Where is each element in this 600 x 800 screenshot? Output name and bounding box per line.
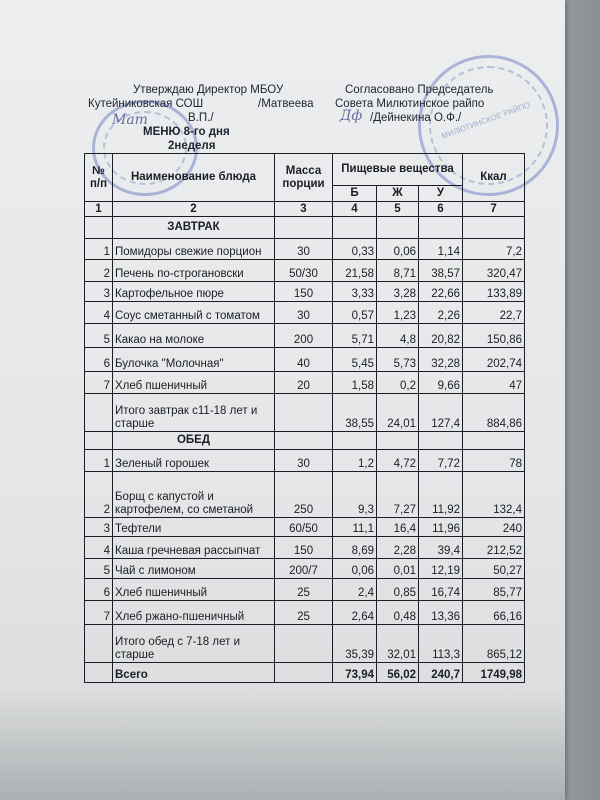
col-header-u: У [419, 186, 463, 202]
kcal-value: 133,89 [463, 282, 525, 302]
dish-name: Какао на молоке [113, 324, 275, 348]
kcal-value: 85,77 [463, 579, 525, 601]
colnum-6: 6 [419, 202, 463, 217]
carbs-value: 20,82 [419, 324, 463, 348]
total-empty [275, 625, 333, 663]
table-row [85, 302, 525, 324]
protein-value: 2,4 [333, 579, 377, 601]
colnum-2: 2 [113, 202, 275, 217]
approve-initials: В.П./ [188, 112, 214, 124]
col-header-kcal: Ккал [463, 154, 525, 202]
dish-mass: 200/7 [275, 559, 333, 579]
approve-line1: Утверждаю Директор МБОУ [133, 84, 284, 96]
section-total-row [85, 394, 525, 432]
kcal-value: 47 [463, 372, 525, 394]
dish-name: Хлеб пшеничный [113, 579, 275, 601]
dish-name: Борщ с капустой и картофелем, со сметаной [113, 472, 275, 518]
dish-mass: 30 [275, 239, 333, 260]
colnum-5: 5 [377, 202, 419, 217]
agree-line2: Совета Милютинское райпо [335, 98, 485, 110]
table-row [85, 518, 525, 537]
protein-value: 9,3 [333, 472, 377, 518]
dish-mass: 20 [275, 372, 333, 394]
fat-value: 3,28 [377, 282, 419, 302]
kcal-value: 50,27 [463, 559, 525, 579]
dish-mass: 60/50 [275, 518, 333, 537]
kcal-value: 78 [463, 450, 525, 472]
grand-total-section [85, 663, 525, 683]
table-row [85, 472, 525, 518]
total-label: Итого завтрак с11-18 лет и старше [113, 394, 275, 432]
stamp-text: МИЛЮТИНСКОЕ РАЙПО [440, 100, 532, 141]
menu-table [84, 153, 525, 683]
table-row [85, 601, 525, 625]
table-row [85, 537, 525, 559]
carbs-value: 11,96 [419, 518, 463, 537]
col-header-num: № п/п [85, 154, 113, 202]
colnum-3: 3 [275, 202, 333, 217]
row-number: 3 [85, 518, 113, 537]
total-protein: 38,55 [333, 394, 377, 432]
fat-value: 7,27 [377, 472, 419, 518]
total-fat: 24,01 [377, 394, 419, 432]
dish-name: Булочка "Молочная" [113, 348, 275, 372]
grand-total-zh: 56,02 [377, 663, 419, 683]
section-title-row [85, 432, 525, 450]
section-title-row [85, 217, 525, 239]
protein-value: 5,71 [333, 324, 377, 348]
table-row [85, 324, 525, 348]
fat-value: 5,73 [377, 348, 419, 372]
protein-value: 1,58 [333, 372, 377, 394]
protein-value: 0,06 [333, 559, 377, 579]
table-row [85, 372, 525, 394]
menu-title: МЕНЮ 8-го дня [143, 126, 230, 138]
row-number: 2 [85, 260, 113, 282]
dish-mass: 25 [275, 601, 333, 625]
table-row [85, 260, 525, 282]
kcal-value: 66,16 [463, 601, 525, 625]
table-row [85, 579, 525, 601]
fat-value: 0,01 [377, 559, 419, 579]
col-header-mass: Масса порции [275, 154, 333, 202]
total-protein: 35,39 [333, 625, 377, 663]
dish-name: Хлеб ржано-пшеничный [113, 601, 275, 625]
row-number: 6 [85, 579, 113, 601]
kcal-value: 132,4 [463, 472, 525, 518]
row-number: 4 [85, 302, 113, 324]
row-number: 7 [85, 372, 113, 394]
colnum-7: 7 [463, 202, 525, 217]
total-empty [85, 394, 113, 432]
dish-mass: 200 [275, 324, 333, 348]
col-header-nutrients: Пищевые вещества [333, 154, 463, 186]
table-row [85, 282, 525, 302]
grand-total-label: Всего [113, 663, 275, 683]
dish-name: Печень по-строгановски [113, 260, 275, 282]
paper-shadow [0, 690, 565, 800]
fat-value: 1,23 [377, 302, 419, 324]
col-header-b: Б [333, 186, 377, 202]
breakfast-title: ЗАВТРАК [113, 217, 275, 239]
dish-mass: 250 [275, 472, 333, 518]
grand-total-kcal: 1749,98 [463, 663, 525, 683]
total-kcal: 884,86 [463, 394, 525, 432]
protein-value: 8,69 [333, 537, 377, 559]
approve-line2: Кутейниковская СОШ [88, 98, 204, 110]
fat-value: 4,8 [377, 324, 419, 348]
lunch-title: ОБЕД [113, 432, 275, 450]
kcal-value: 22,7 [463, 302, 525, 324]
total-carbs: 127,4 [419, 394, 463, 432]
carbs-value: 9,66 [419, 372, 463, 394]
row-number: 3 [85, 282, 113, 302]
dish-mass: 150 [275, 282, 333, 302]
row-number: 6 [85, 348, 113, 372]
grand-total-b: 73,94 [333, 663, 377, 683]
dish-name: Соус сметанный с томатом [113, 302, 275, 324]
column-number-row [85, 202, 525, 217]
row-number: 4 [85, 537, 113, 559]
fat-value: 16,4 [377, 518, 419, 537]
lunch-section [85, 432, 525, 663]
carbs-value: 1,14 [419, 239, 463, 260]
table-row [85, 559, 525, 579]
row-number: 7 [85, 601, 113, 625]
chairman-signature: Дф [340, 108, 363, 124]
colnum-1: 1 [85, 202, 113, 217]
protein-value: 5,45 [333, 348, 377, 372]
dish-name: Тефтели [113, 518, 275, 537]
grand-total-u: 240,7 [419, 663, 463, 683]
dish-name: Картофельное пюре [113, 282, 275, 302]
total-carbs: 113,3 [419, 625, 463, 663]
dish-name: Зеленый горошек [113, 450, 275, 472]
dish-mass: 150 [275, 537, 333, 559]
table-header-row [85, 154, 525, 186]
agree-name: /Дейнекина О.Ф./ [370, 112, 462, 124]
colnum-4: 4 [333, 202, 377, 217]
fat-value: 0,2 [377, 372, 419, 394]
dish-mass: 50/30 [275, 260, 333, 282]
carbs-value: 7,72 [419, 450, 463, 472]
row-number: 1 [85, 239, 113, 260]
row-number: 5 [85, 559, 113, 579]
grand-total-row [85, 663, 525, 683]
protein-value: 2,64 [333, 601, 377, 625]
fat-value: 0,06 [377, 239, 419, 260]
carbs-value: 13,36 [419, 601, 463, 625]
total-kcal: 865,12 [463, 625, 525, 663]
dish-name: Хлеб пшеничный [113, 372, 275, 394]
total-label: Итого обед с 7-18 лет и старше [113, 625, 275, 663]
carbs-value: 12,19 [419, 559, 463, 579]
dish-mass: 25 [275, 579, 333, 601]
dish-mass: 30 [275, 302, 333, 324]
fat-value: 4,72 [377, 450, 419, 472]
dish-name: Помидоры свежие порцион [113, 239, 275, 260]
kcal-value: 150,86 [463, 324, 525, 348]
carbs-value: 38,57 [419, 260, 463, 282]
fat-value: 8,71 [377, 260, 419, 282]
col-header-name: Наименование блюда [113, 154, 275, 202]
protein-value: 21,58 [333, 260, 377, 282]
fat-value: 0,85 [377, 579, 419, 601]
protein-value: 11,1 [333, 518, 377, 537]
kcal-value: 202,74 [463, 348, 525, 372]
carbs-value: 39,4 [419, 537, 463, 559]
fat-value: 2,28 [377, 537, 419, 559]
row-number: 2 [85, 472, 113, 518]
fat-value: 0,48 [377, 601, 419, 625]
director-signature: Мат [112, 112, 148, 128]
breakfast-section [85, 217, 525, 432]
kcal-value: 212,52 [463, 537, 525, 559]
approve-sign: /Матвеева [258, 98, 314, 110]
table-row [85, 239, 525, 260]
dish-mass: 30 [275, 450, 333, 472]
carbs-value: 11,92 [419, 472, 463, 518]
agree-line1: Согласовано Председатель [345, 84, 494, 96]
protein-value: 0,57 [333, 302, 377, 324]
kcal-value: 7,2 [463, 239, 525, 260]
row-number: 1 [85, 450, 113, 472]
total-empty [85, 625, 113, 663]
section-total-row [85, 625, 525, 663]
dish-mass: 40 [275, 348, 333, 372]
col-header-zh: Ж [377, 186, 419, 202]
kcal-value: 320,47 [463, 260, 525, 282]
carbs-value: 32,28 [419, 348, 463, 372]
carbs-value: 16,74 [419, 579, 463, 601]
kcal-value: 240 [463, 518, 525, 537]
dish-name: Каша гречневая рассыпчат [113, 537, 275, 559]
protein-value: 1,2 [333, 450, 377, 472]
total-empty [275, 394, 333, 432]
carbs-value: 22,66 [419, 282, 463, 302]
protein-value: 3,33 [333, 282, 377, 302]
total-fat: 32,01 [377, 625, 419, 663]
dish-name: Чай с лимоном [113, 559, 275, 579]
table-row [85, 450, 525, 472]
carbs-value: 2,26 [419, 302, 463, 324]
row-number: 5 [85, 324, 113, 348]
protein-value: 0,33 [333, 239, 377, 260]
table-row [85, 348, 525, 372]
week-label: 2неделя [168, 140, 216, 152]
